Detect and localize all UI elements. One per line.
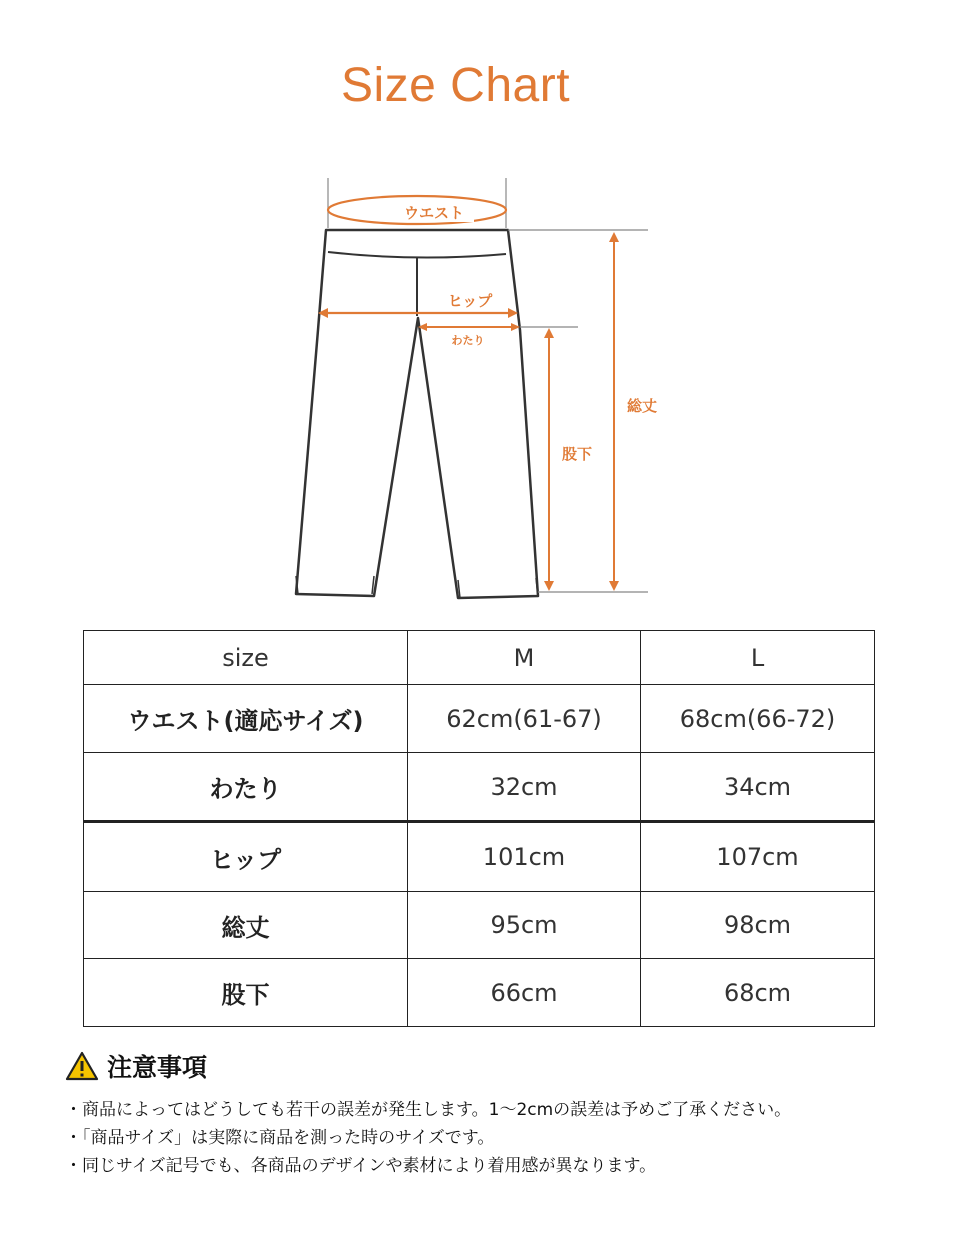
row-label: わたり: [84, 752, 408, 821]
row-label: ウエスト(適応サイズ): [84, 685, 408, 753]
cell-l: 68cm(66-72): [641, 685, 875, 753]
inseam-measure: [544, 328, 554, 591]
cell-l: 34cm: [641, 752, 875, 821]
thigh-label: わたり: [451, 334, 485, 347]
inseam-label: 股下: [561, 445, 593, 463]
total-length-label: 総丈: [626, 397, 658, 415]
header-size: size: [84, 631, 408, 685]
notes-heading: 注意事項: [107, 1053, 208, 1082]
table-row: [84, 822, 875, 891]
hip-label: ヒップ: [447, 292, 493, 310]
notes-list: [65, 1096, 945, 1180]
table-row: [84, 685, 875, 753]
total-length-measure: [609, 232, 619, 591]
cell-m: 32cm: [408, 752, 641, 821]
cell-m: 95cm: [408, 891, 641, 959]
header-m: M: [408, 631, 641, 685]
table-row: [84, 891, 875, 959]
pants-measurement-diagram: [0, 0, 977, 620]
size-table: [83, 630, 875, 1027]
thigh-measure: [418, 323, 520, 331]
row-label: ヒップ: [84, 822, 408, 891]
cell-m: 66cm: [408, 959, 641, 1027]
list-item: ・同じサイズ記号でも、各商品のデザインや素材により着用感が異なります。: [65, 1156, 657, 1176]
pants-outline: [296, 230, 538, 598]
table-row: [84, 959, 875, 1027]
cell-m: 101cm: [408, 822, 641, 891]
list-item: ・「商品サイズ」は実際に商品を測った時のサイズです。: [65, 1128, 495, 1148]
row-label: 股下: [84, 959, 408, 1027]
waist-label: ウエスト: [403, 204, 465, 222]
cell-m: 62cm(61-67): [408, 685, 641, 753]
header-l: L: [641, 631, 875, 685]
cell-l: 107cm: [641, 822, 875, 891]
table-row: [84, 752, 875, 821]
list-item: ・商品によってはどうしても若干の誤差が発生します。1〜2cmの誤差は予めご了承ください。: [65, 1100, 792, 1120]
guide-lines: [328, 178, 648, 592]
notes-header: [65, 1048, 945, 1084]
warning-icon: [65, 1051, 99, 1081]
cell-l: 98cm: [641, 891, 875, 959]
table-header-row: [84, 631, 875, 685]
cell-l: 68cm: [641, 959, 875, 1027]
notes-section: [65, 1048, 945, 1180]
row-label: 総丈: [84, 891, 408, 959]
page-title: Size Chart: [340, 59, 571, 112]
